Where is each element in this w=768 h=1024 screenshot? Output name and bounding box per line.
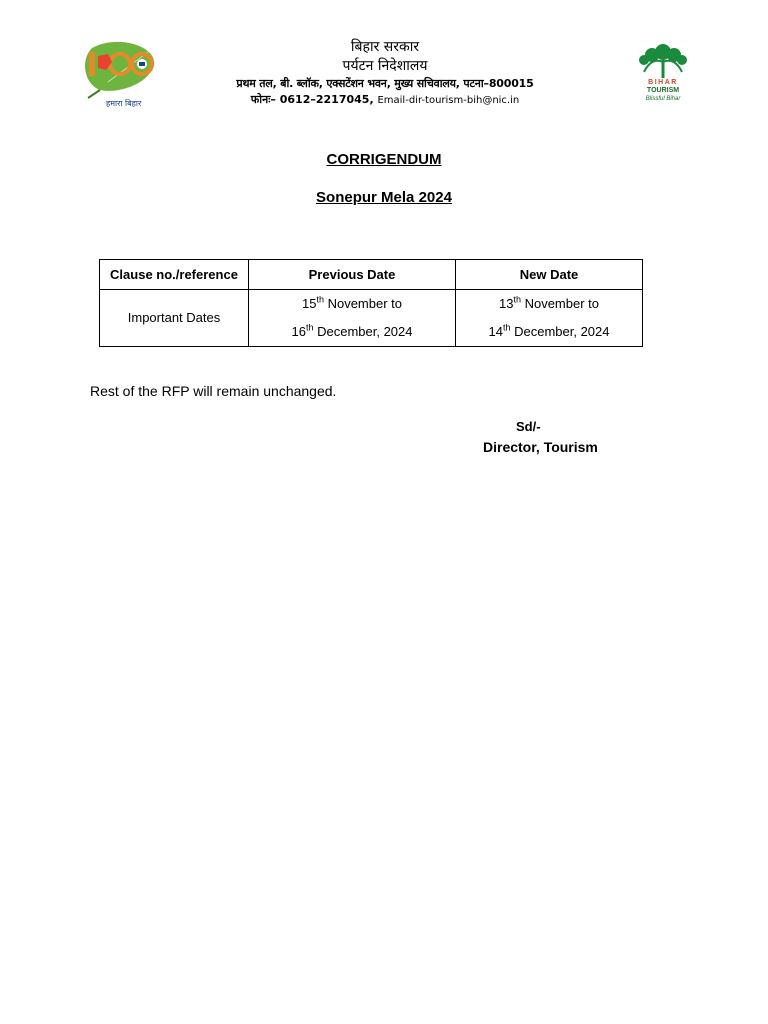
- document-subtitle: Sonepur Mela 2024: [316, 189, 452, 206]
- date-revision-table: [99, 259, 643, 347]
- previous-date-cell: 15th November to 16th December, 2024: [249, 290, 456, 347]
- header-clause: Clause no./reference: [100, 260, 249, 290]
- brand-line-1: BIHAR: [648, 79, 678, 86]
- tree-icon: [634, 42, 692, 80]
- document-title: CORRIGENDUM: [326, 151, 442, 168]
- header-previous-date: Previous Date: [249, 260, 456, 290]
- header-new-date: New Date: [456, 260, 643, 290]
- bihar-tourism-logo: [634, 42, 692, 112]
- brand-line-2: TOURISM: [646, 87, 680, 94]
- department-name: पर्यटन निदेशालय: [342, 58, 428, 74]
- new-date-cell: 13th November to 14th December, 2024: [456, 290, 643, 347]
- govt-name: बिहार सरकार: [350, 39, 420, 55]
- brand-line-3: Blissful Bihar: [645, 96, 681, 102]
- signatory-designation: Director, Tourism: [483, 439, 598, 455]
- signature-sd: Sd/-: [516, 419, 541, 434]
- contact-line: [160, 92, 610, 107]
- centenary-logo: [78, 38, 162, 110]
- address-line: प्रथम तल, बी. ब्लॉक, एक्सटेंशन भवन, मुख्य सचिवालय, पटना–800015: [236, 77, 534, 90]
- table-row: [100, 290, 643, 347]
- leaf-centenary-icon: [78, 38, 162, 100]
- logo-tagline: हमारा बिहार: [106, 99, 142, 108]
- table-header-row: [100, 260, 643, 290]
- email-text: Email-dir-tourism-bih@nic.in: [377, 95, 520, 106]
- clause-cell: Important Dates: [100, 290, 249, 347]
- phone-text: फोनः– 0612–2217045,: [250, 93, 374, 106]
- rest-unchanged-note: Rest of the RFP will remain unchanged.: [90, 383, 337, 399]
